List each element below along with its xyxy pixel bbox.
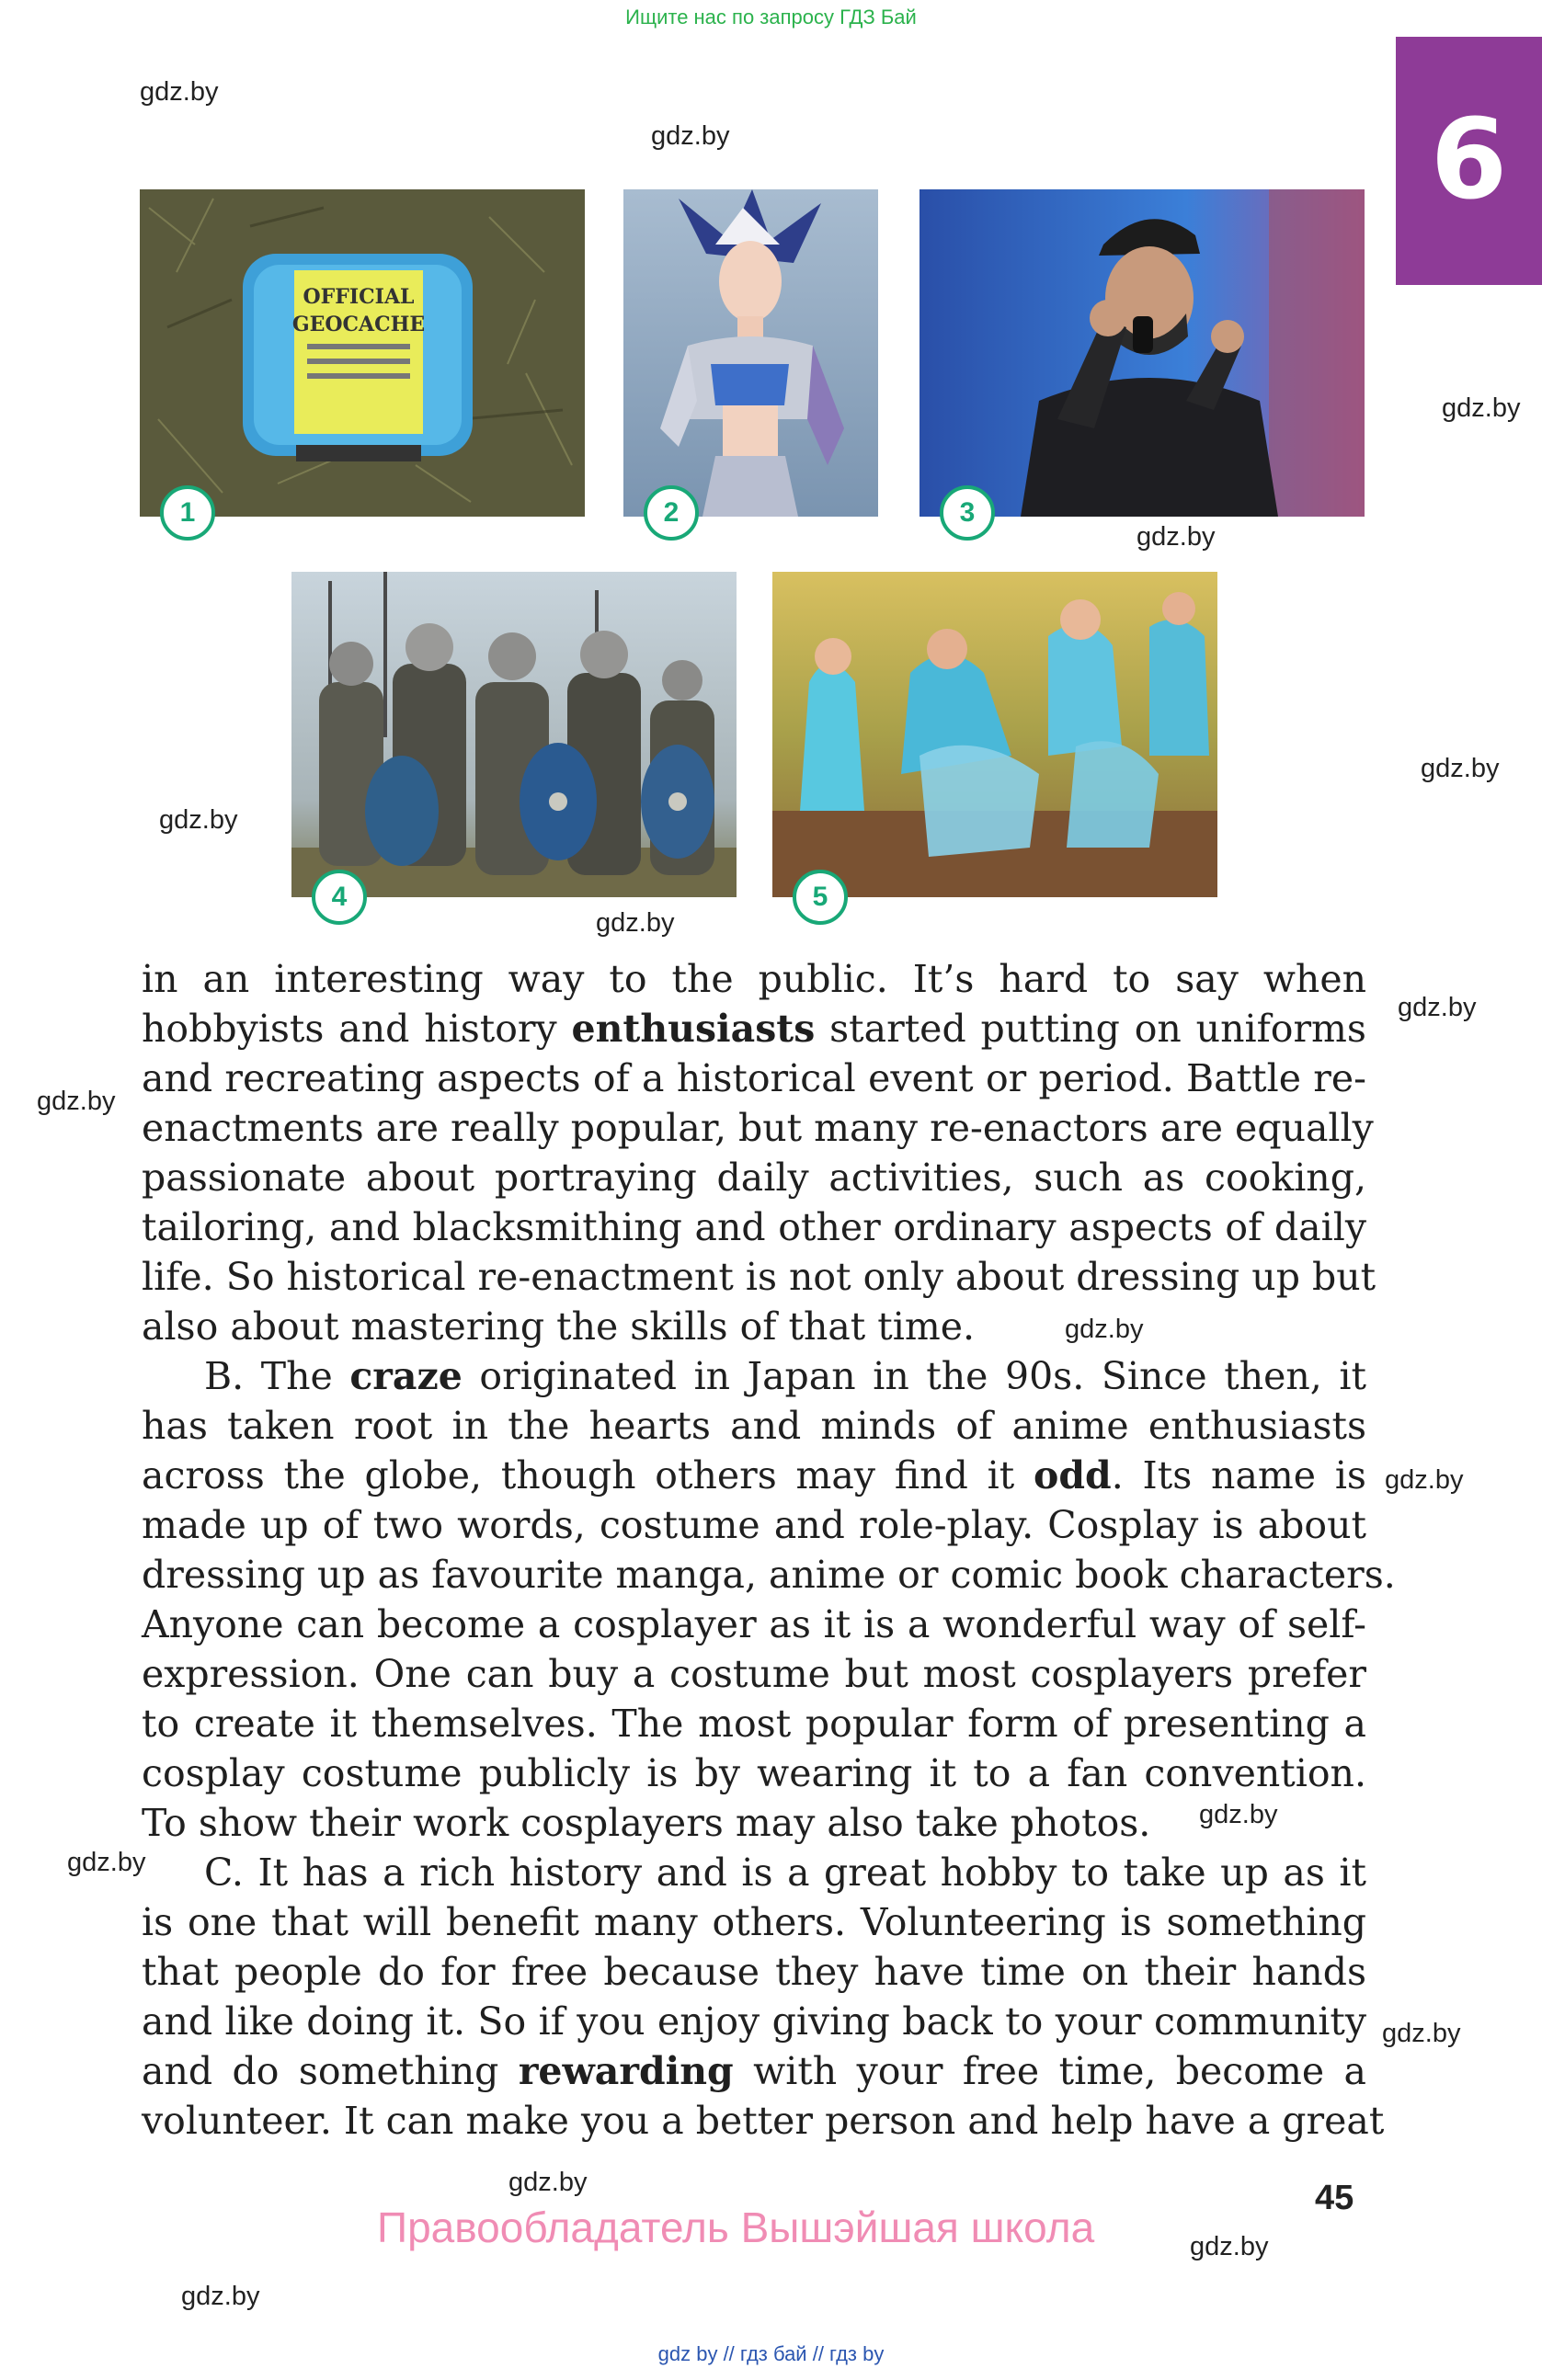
- photo-number-badge: 1: [160, 485, 215, 541]
- text-line: passionate about portraying daily activities, such as cooking,: [142, 1156, 1366, 1200]
- photo-number-badge: 3: [940, 485, 995, 541]
- page-number: 45: [1315, 2179, 1354, 2217]
- watermark: gdz.by: [67, 1848, 146, 1877]
- watermark: gdz.by: [1442, 393, 1521, 423]
- geocache-label-line2: GEOCACHE: [291, 313, 426, 336]
- paragraph-c-start: C. It has a rich history and is a great hobby to take up as it: [204, 1850, 1366, 1895]
- search-hint-link[interactable]: Ищите нас по запросу ГДЗ Бай: [625, 6, 917, 28]
- watermark: gdz.by: [596, 908, 675, 938]
- photo-volunteers: [772, 572, 1217, 897]
- watermark: gdz.by: [1065, 1315, 1144, 1344]
- photo-number-badge: 4: [312, 870, 367, 925]
- unit-number-tab: 6: [1396, 37, 1542, 285]
- text-line: To show their work cosplayers may also take photos.: [142, 1801, 1151, 1845]
- watermark: gdz.by: [508, 2168, 588, 2197]
- text-line: and do something rewarding with your free time, become a: [142, 2049, 1366, 2093]
- watermark: gdz.by: [1398, 993, 1477, 1022]
- footer-links[interactable]: gdz by // гдз бай // гдз by: [657, 2342, 885, 2365]
- photo-geocache: [140, 189, 585, 517]
- keyword-odd: odd: [1034, 1453, 1112, 1497]
- photo-rapper: [919, 189, 1365, 517]
- watermark: gdz.by: [651, 121, 730, 151]
- watermark: gdz.by: [1382, 2019, 1461, 2048]
- text-line: expression. One can buy a costume but most cosplayers prefer: [142, 1652, 1366, 1696]
- text-line: Anyone can become a cosplayer as it is a wonderful way of self-: [142, 1602, 1366, 1646]
- watermark: gdz.by: [1421, 754, 1500, 783]
- watermark: gdz.by: [1190, 2232, 1269, 2261]
- text-line: dressing up as favourite manga, anime or comic book characters.: [142, 1553, 1396, 1597]
- keyword-enthusiasts: enthusiasts: [571, 1007, 816, 1051]
- text-line: has taken root in the hearts and minds of anime enthusiasts: [142, 1404, 1366, 1448]
- watermark: gdz.by: [181, 2282, 260, 2311]
- text-line: and recreating aspects of a historical event or period. Battle re-: [142, 1056, 1366, 1100]
- text-line: in an interesting way to the public. It’s hard to say when: [142, 957, 1366, 1001]
- geocache-label-line1: OFFICIAL: [303, 285, 415, 309]
- text-line: to create it themselves. The most popular form of presenting a: [142, 1702, 1366, 1746]
- text-line: volunteer. It can make you a better person and help have a great: [142, 2099, 1385, 2143]
- keyword-rewarding: rewarding: [518, 2049, 734, 2093]
- text-line: also about mastering the skills of that time.: [142, 1304, 976, 1349]
- photo-number-badge: 2: [644, 485, 699, 541]
- paragraph-b-start: B. The craze originated in Japan in the 90s. Since then, it: [204, 1354, 1366, 1398]
- text-line: cosplay costume publicly is by wearing it to a fan convention.: [142, 1751, 1366, 1795]
- watermark: gdz.by: [37, 1087, 116, 1116]
- text-line: is one that will benefit many others. Volunteering is something: [142, 1900, 1366, 1944]
- photo-cosplayer: [623, 189, 878, 517]
- watermark: gdz.by: [140, 77, 219, 107]
- photo-number-badge: 5: [793, 870, 848, 925]
- text-line: hobbyists and history enthusiasts started putting on uniforms: [142, 1007, 1366, 1051]
- text-line: made up of two words, costume and role-play. Cosplay is about: [142, 1503, 1366, 1547]
- watermark: gdz.by: [1199, 1800, 1278, 1829]
- text-line: and like doing it. So if you enjoy giving back to your community: [142, 1999, 1366, 2044]
- text-line: enactments are really popular, but many re-enactors are equally: [142, 1106, 1374, 1150]
- text-line: across the globe, though others may find it odd. Its name is: [142, 1453, 1366, 1497]
- photo-vikings: [291, 572, 737, 897]
- watermark: gdz.by: [159, 805, 238, 835]
- text-line: tailoring, and blacksmithing and other ordinary aspects of daily: [142, 1205, 1366, 1249]
- text-line: that people do for free because they have time on their hands: [142, 1950, 1366, 1994]
- copyright-notice: Правообладатель Вышэйшая школа: [377, 2203, 1095, 2251]
- keyword-craze: craze: [349, 1354, 463, 1398]
- text-line: life. So historical re-enactment is not only about dressing up but: [142, 1255, 1376, 1299]
- watermark: gdz.by: [1137, 522, 1216, 552]
- watermark: gdz.by: [1385, 1465, 1464, 1495]
- article-text: [142, 954, 1396, 2146]
